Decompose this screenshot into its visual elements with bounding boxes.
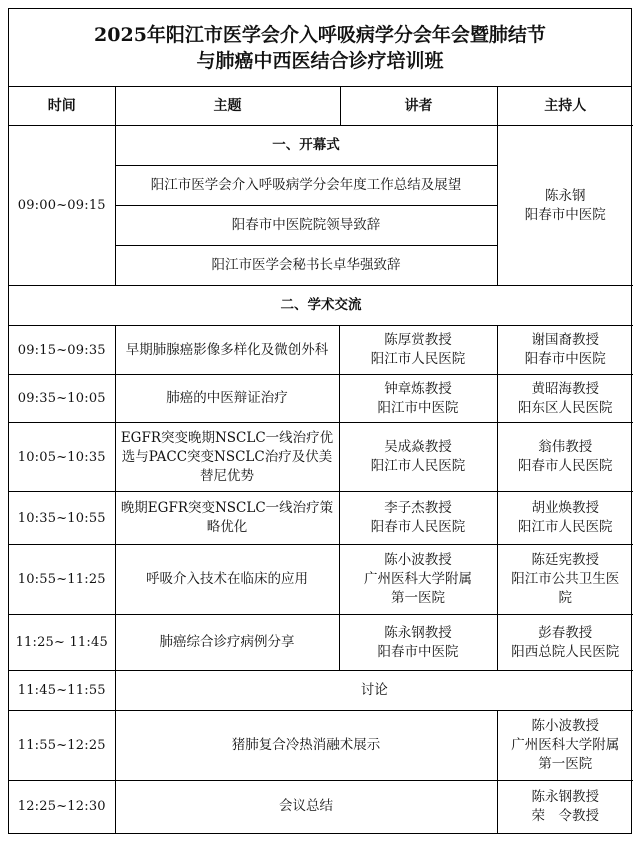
schedule-table — [9, 87, 633, 833]
session-host — [497, 545, 633, 615]
speaker-org: 阳江市人民医院 — [370, 458, 466, 474]
opening-section-label: 一、开幕式 — [115, 126, 497, 166]
session-host — [497, 615, 633, 671]
speaker-org: 阳春市人民医院 — [370, 519, 466, 535]
session-row — [9, 423, 633, 492]
discussion-label: 讨论 — [115, 671, 633, 711]
academic-section-label: 二、学术交流 — [9, 286, 633, 326]
opening-host-org: 阳春市中医院 — [524, 206, 606, 223]
session-time: 10:55~11:25 — [9, 545, 115, 615]
closing-host — [497, 781, 633, 833]
session-speaker — [339, 615, 497, 671]
session-speaker — [339, 423, 497, 492]
header-host: 主持人 — [497, 87, 633, 126]
discussion-time: 11:45~11:55 — [9, 671, 115, 711]
session-time: 10:35~10:55 — [9, 492, 115, 545]
opening-item-1: 阳江市医学会介入呼吸病学分会年度工作总结及展望 — [115, 166, 497, 206]
opening-host — [497, 126, 633, 286]
host-name: 陈小波教授 — [531, 718, 599, 734]
demo-time: 11:55~12:25 — [9, 711, 115, 781]
closing-topic: 会议总结 — [115, 781, 497, 833]
host-org: 阳江市人民医院 — [518, 519, 613, 535]
session-time: 09:15~09:35 — [9, 326, 115, 375]
header-topic — [115, 87, 497, 126]
host-org: 第一医院 — [538, 756, 593, 772]
host-name: 黄昭海教授 — [531, 380, 599, 397]
host-name: 翁伟教授 — [538, 439, 593, 455]
session-host — [497, 326, 633, 375]
session-speaker — [339, 492, 497, 545]
host-name: 荣 令教授 — [531, 807, 599, 824]
demo-host — [497, 711, 633, 781]
topic-line: EGFR突变晚期NSCLC一线治疗优 — [120, 429, 334, 446]
speaker-name: 陈永钢教授 — [384, 624, 452, 641]
session-speaker — [339, 375, 497, 423]
topic-line: 略优化 — [206, 519, 248, 535]
session-topic: 肺癌综合诊疗病例分享 — [115, 615, 339, 671]
header-row — [9, 87, 633, 126]
speaker-org: 阳春市中医院 — [377, 643, 459, 660]
host-name: 陈廷宪教授 — [531, 552, 599, 568]
session-row — [9, 615, 633, 671]
speaker-name: 钟章炼教授 — [384, 380, 452, 397]
speaker-org: 阳江市人民医院 — [370, 351, 466, 367]
session-topic: 呼吸介入技术在临床的应用 — [115, 545, 339, 615]
host-org: 阳春市人民医院 — [518, 458, 613, 474]
speaker-org: 第一医院 — [391, 590, 445, 606]
session-topic — [115, 423, 339, 492]
speaker-org: 阳江市中医院 — [377, 399, 459, 416]
session-host — [497, 375, 633, 423]
title-line-2: 与肺癌中西医结合诊疗培训班 — [196, 49, 444, 72]
host-org: 阳西总院人民医院 — [511, 643, 620, 660]
session-time: 10:05~10:35 — [9, 423, 115, 492]
speaker-org: 广州医科大学附属 — [364, 571, 472, 587]
host-org: 阳江市公共卫生医 — [511, 571, 620, 587]
session-host — [497, 492, 633, 545]
host-name: 胡业焕教授 — [531, 500, 599, 516]
topic-line: 选与PACC突变NSCLC治疗及伏美 — [121, 448, 333, 465]
host-name: 谢国裔教授 — [531, 332, 599, 348]
host-name: 彭春教授 — [538, 624, 593, 641]
opening-time: 09:00~09:15 — [9, 126, 115, 286]
closing-row — [9, 781, 633, 833]
session-row — [9, 492, 633, 545]
host-name: 陈永钢教授 — [531, 788, 599, 805]
header-speaker: 讲者 — [404, 97, 433, 114]
session-topic — [115, 492, 339, 545]
session-time: 11:25~ 11:45 — [9, 615, 115, 671]
demo-topic: 猪肺复合冷热消融术展示 — [115, 711, 497, 781]
discussion-row — [9, 671, 633, 711]
host-org: 阳春市中医院 — [524, 351, 606, 367]
session-speaker — [339, 545, 497, 615]
session-row — [9, 326, 633, 375]
speaker-name: 陈小波教授 — [384, 552, 452, 568]
opening-section-row — [9, 126, 633, 166]
topic-line: 替尼优势 — [200, 467, 254, 484]
schedule-sheet — [8, 8, 632, 834]
speaker-name: 陈厚赏教授 — [384, 332, 452, 348]
session-host — [497, 423, 633, 492]
closing-time: 12:25~12:30 — [9, 781, 115, 833]
demo-row — [9, 711, 633, 781]
host-org: 院 — [558, 590, 572, 606]
host-org: 广州医科大学附属 — [511, 737, 620, 753]
academic-section-row — [9, 286, 633, 326]
session-topic: 肺癌的中医辩证治疗 — [115, 375, 339, 423]
header-topic-cell: 主题 — [116, 87, 341, 125]
opening-item-2: 阳春市中医院院领导致辞 — [115, 206, 497, 246]
session-time: 09:35~10:05 — [9, 375, 115, 423]
speaker-name: 李子杰教授 — [384, 500, 452, 516]
session-row — [9, 375, 633, 423]
document-title — [9, 9, 631, 87]
opening-item-3: 阳江市医学会秘书长卓华强致辞 — [115, 246, 497, 286]
speaker-name: 吴成焱教授 — [384, 439, 452, 455]
session-speaker — [339, 326, 497, 375]
title-line-1: 2025年阳江市医学会介入呼吸病学分会年会暨肺结节 — [94, 23, 546, 46]
topic-line: 晚期EGFR突变NSCLC一线治疗策 — [120, 500, 334, 516]
host-org: 阳东区人民医院 — [518, 399, 613, 416]
opening-host-name: 陈永钢 — [545, 187, 586, 204]
session-topic: 早期肺腺癌影像多样化及微创外科 — [115, 326, 339, 375]
session-row — [9, 545, 633, 615]
header-time: 时间 — [9, 87, 115, 126]
